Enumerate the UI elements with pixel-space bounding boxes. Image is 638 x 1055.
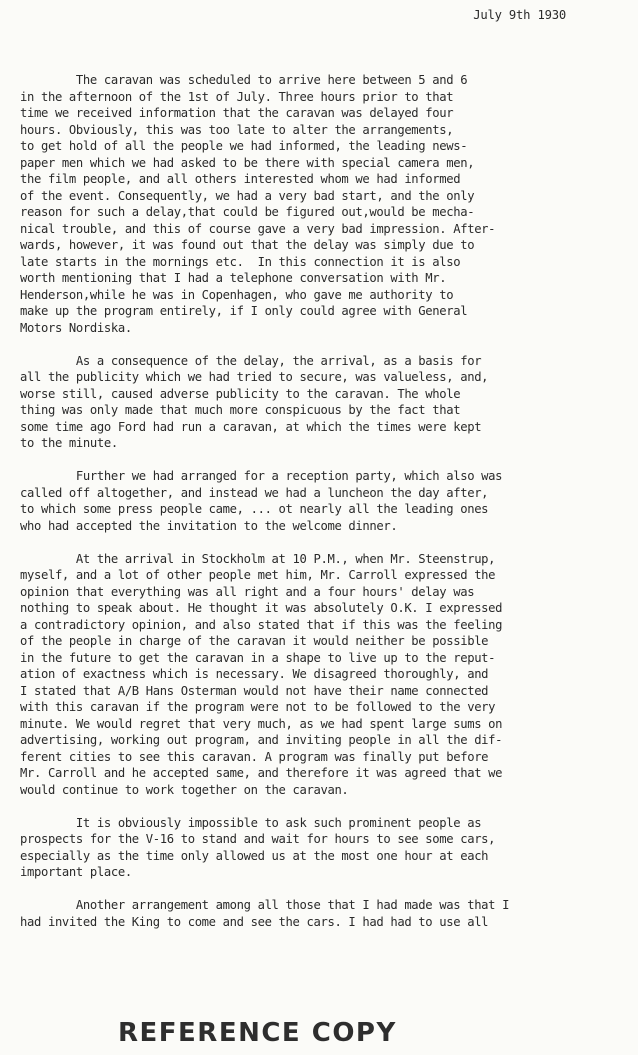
- paragraph-3: [20, 468, 620, 534]
- text-line: time we received information that the caravan was delayed four: [20, 106, 454, 120]
- text-line: advertising, working out program, and inviting people in all the dif-: [20, 733, 503, 747]
- text-line: It is obviously impossible to ask such prominent people as: [20, 815, 482, 830]
- text-line: had invited the King to come and see the cars. I had had to use all: [20, 914, 489, 929]
- text-line: As a consequence of the delay, the arrival, as a basis for: [20, 353, 482, 368]
- text-line: reason for such a delay,that could be figured out,would be mecha-: [20, 205, 475, 219]
- paragraph-6: [20, 897, 620, 930]
- text-line: prospects for the V-16 to stand and wait for hours to see some cars,: [20, 832, 496, 846]
- text-line: important place.: [20, 865, 132, 879]
- text-line: At the arrival in Stockholm at 10 P.M., when Mr. Steenstrup,: [20, 551, 496, 566]
- text-line: the film people, and all others interested whom we had informed: [20, 172, 461, 186]
- text-line: ferent cities to see this caravan. A program was finally put before: [20, 749, 489, 764]
- text-line: ation of exactness which is necessary. We disagreed thoroughly, and: [20, 667, 489, 681]
- text-line: in the future to get the caravan in a shape to live up to the reput-: [20, 650, 496, 665]
- text-line: thing was only made that much more conspicuous by the fact that: [20, 403, 461, 417]
- paragraph-4: [20, 551, 620, 799]
- paragraph-1: [20, 72, 620, 336]
- text-line: to get hold of all the people we had informed, the leading news-: [20, 139, 468, 153]
- text-line: who had accepted the invitation to the welcome dinner.: [20, 518, 398, 533]
- text-line: called off altogether, and instead we had a luncheon the day after,: [20, 485, 489, 500]
- text-line: late starts in the mornings etc. In this connection it is also: [20, 254, 461, 269]
- text-line: Mr. Carroll and he accepted same, and therefore it was agreed that we: [20, 766, 503, 780]
- text-line: Motors Nordiska.: [20, 320, 132, 335]
- text-line: worse still, caused adverse publicity to the caravan. The whole: [20, 386, 461, 401]
- text-line: to which some press people came, ... ot nearly all the leading ones: [20, 502, 489, 516]
- text-line: would continue to work together on the caravan.: [20, 782, 349, 797]
- text-line: make up the program entirely, if I only could agree with General: [20, 304, 468, 318]
- text-line: myself, and a lot of other people met him, Mr. Carroll expressed the: [20, 568, 496, 582]
- text-line: Henderson,while he was in Copenhagen, who gave me authority to: [20, 287, 454, 302]
- text-line: some time ago Ford had run a caravan, at which the times were kept: [20, 419, 482, 434]
- text-line: especially as the time only allowed us at the most one hour at each: [20, 848, 489, 863]
- text-line: a contradictory opinion, and also stated that if this was the feeling: [20, 617, 503, 632]
- text-line: to the minute.: [20, 436, 118, 450]
- text-line: hours. Obviously, this was too late to alter the arrangements,: [20, 122, 454, 137]
- text-line: opinion that everything was all right and a four hours' delay was: [20, 584, 475, 599]
- text-line: Another arrangement among all those that I had made was that I: [20, 898, 510, 912]
- text-line: worth mentioning that I had a telephone conversation with Mr.: [20, 271, 447, 285]
- text-line: I stated that A/B Hans Osterman would not have their name connected: [20, 683, 489, 698]
- reference-copy-stamp: REFERENCE COPY: [118, 1018, 397, 1048]
- text-line: nothing to speak about. He thought it was absolutely O.K. I expressed: [20, 601, 503, 615]
- text-line: of the event. Consequently, we had a very bad start, and the only: [20, 188, 475, 203]
- text-line: Further we had arranged for a reception party, which also was: [20, 469, 503, 483]
- text-line: The caravan was scheduled to arrive here between 5 and 6: [20, 73, 468, 87]
- text-line: minute. We would regret that very much, as we had spent large sums on: [20, 716, 503, 731]
- text-line: paper men which we had asked to be there with special camera men,: [20, 155, 475, 170]
- text-line: in the afternoon of the 1st of July. Three hours prior to that: [20, 89, 454, 104]
- document-body: [20, 72, 620, 947]
- document-date: July 9th 1930: [473, 8, 566, 22]
- text-line: all the publicity which we had tried to secure, was valueless, and,: [20, 370, 489, 384]
- paragraph-5: [20, 815, 620, 881]
- text-line: of the people in charge of the caravan it would neither be possible: [20, 634, 489, 648]
- text-line: with this caravan if the program were not to be followed to the very: [20, 700, 496, 714]
- paragraph-2: [20, 353, 620, 452]
- text-line: nical trouble, and this of course gave a very bad impression. After-: [20, 221, 496, 236]
- text-line: wards, however, it was found out that the delay was simply due to: [20, 238, 475, 252]
